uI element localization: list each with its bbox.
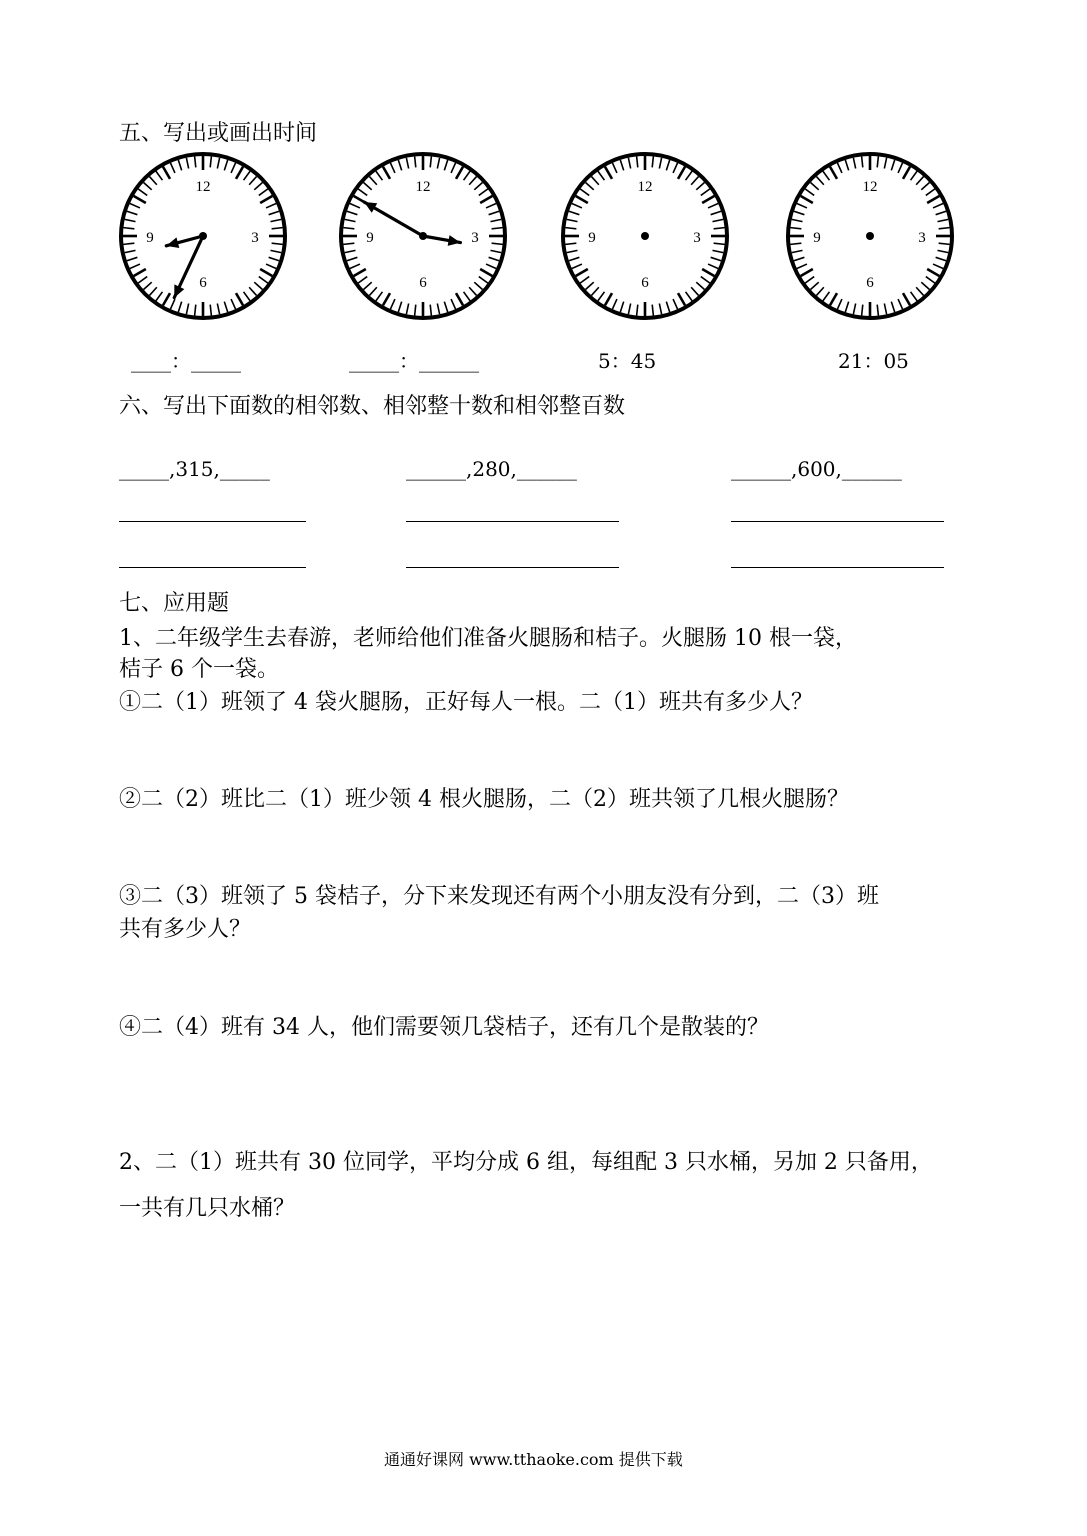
clock-numeral-12: 12 (415, 179, 431, 195)
clock-numeral-12: 12 (195, 179, 211, 195)
answer-line-tens-1[interactable] (119, 521, 306, 522)
footer-source: 通通好课网 www.tthaoke.com 提供下载 (384, 1450, 683, 1469)
clock-numeral-6: 6 (641, 275, 649, 291)
question-1-line-1: 1、二年级学生去春游，老师给他们准备火腿肠和桔子。火腿肠 10 根一袋， (119, 626, 857, 651)
answer-line-tens-2[interactable] (406, 521, 619, 522)
section7-title: 七、应用题 (119, 591, 230, 616)
clock-center-dot (866, 232, 874, 240)
answer-line-hundreds-2[interactable] (406, 567, 619, 568)
clock-1-answer[interactable]: ____：_____ (131, 349, 241, 373)
question-1-sub-2: ②二（2）班比二（1）班少领 4 根火腿肠，二（2）班共领了几根火腿肠？ (119, 787, 849, 812)
clock-center-dot (419, 232, 427, 240)
clock-2 (337, 150, 509, 322)
clock-numeral-9: 9 (146, 230, 154, 246)
clock-numeral-3: 3 (693, 230, 701, 246)
neighbor-item-315[interactable]: _____,315,_____ (119, 457, 270, 481)
clock-numeral-9: 9 (366, 230, 374, 246)
question-2-line-2: 一共有几只水桶？ (119, 1196, 296, 1221)
clock-4 (784, 150, 956, 322)
section5-title: 五、写出或画出时间 (119, 121, 318, 146)
clock-center-dot (641, 232, 649, 240)
answer-line-tens-3[interactable] (731, 521, 944, 522)
neighbor-item-600[interactable]: ______,600,______ (731, 457, 902, 481)
clock-numeral-9: 9 (588, 230, 596, 246)
clock-numeral-3: 3 (471, 230, 479, 246)
neighbor-item-280[interactable]: ______,280,______ (406, 457, 577, 481)
clock-3-time: 5：45 (598, 349, 657, 373)
section6-title: 六、写出下面数的相邻数、相邻整十数和相邻整百数 (119, 394, 626, 419)
clock-numeral-6: 6 (199, 275, 207, 291)
question-2-line-1: 2、二（1）班共有 30 位同学，平均分成 6 组，每组配 3 只水桶，另加 2 只备用， (119, 1150, 933, 1175)
question-1-sub-3-line-1: ③二（3）班领了 5 袋桔子，分下来发现还有两个小朋友没有分到，二（3）班 (119, 884, 879, 909)
question-1-sub-4: ④二（4）班有 34 人，他们需要领几袋桔子，还有几个是散装的？ (119, 1015, 769, 1040)
clock-center-dot (199, 232, 207, 240)
answer-line-hundreds-1[interactable] (119, 567, 306, 568)
answer-line-hundreds-3[interactable] (731, 567, 944, 568)
clock-2-answer[interactable]: _____：______ (349, 349, 479, 373)
clock-4-time: 21：05 (838, 349, 909, 373)
question-1-sub-1: ①二（1）班领了 4 袋火腿肠，正好每人一根。二（1）班共有多少人？ (119, 690, 813, 715)
clock-numeral-12: 12 (862, 179, 878, 195)
clock-numeral-12: 12 (637, 179, 653, 195)
question-1-sub-3-line-2: 共有多少人？ (119, 917, 252, 942)
clock-numeral-3: 3 (918, 230, 926, 246)
clock-numeral-9: 9 (813, 230, 821, 246)
clock-3 (559, 150, 731, 322)
clock-numeral-3: 3 (251, 230, 259, 246)
clock-numeral-6: 6 (866, 275, 874, 291)
question-1-line-2: 桔子 6 个一袋。 (119, 657, 279, 682)
clock-numeral-6: 6 (419, 275, 427, 291)
clock-1 (117, 150, 289, 322)
